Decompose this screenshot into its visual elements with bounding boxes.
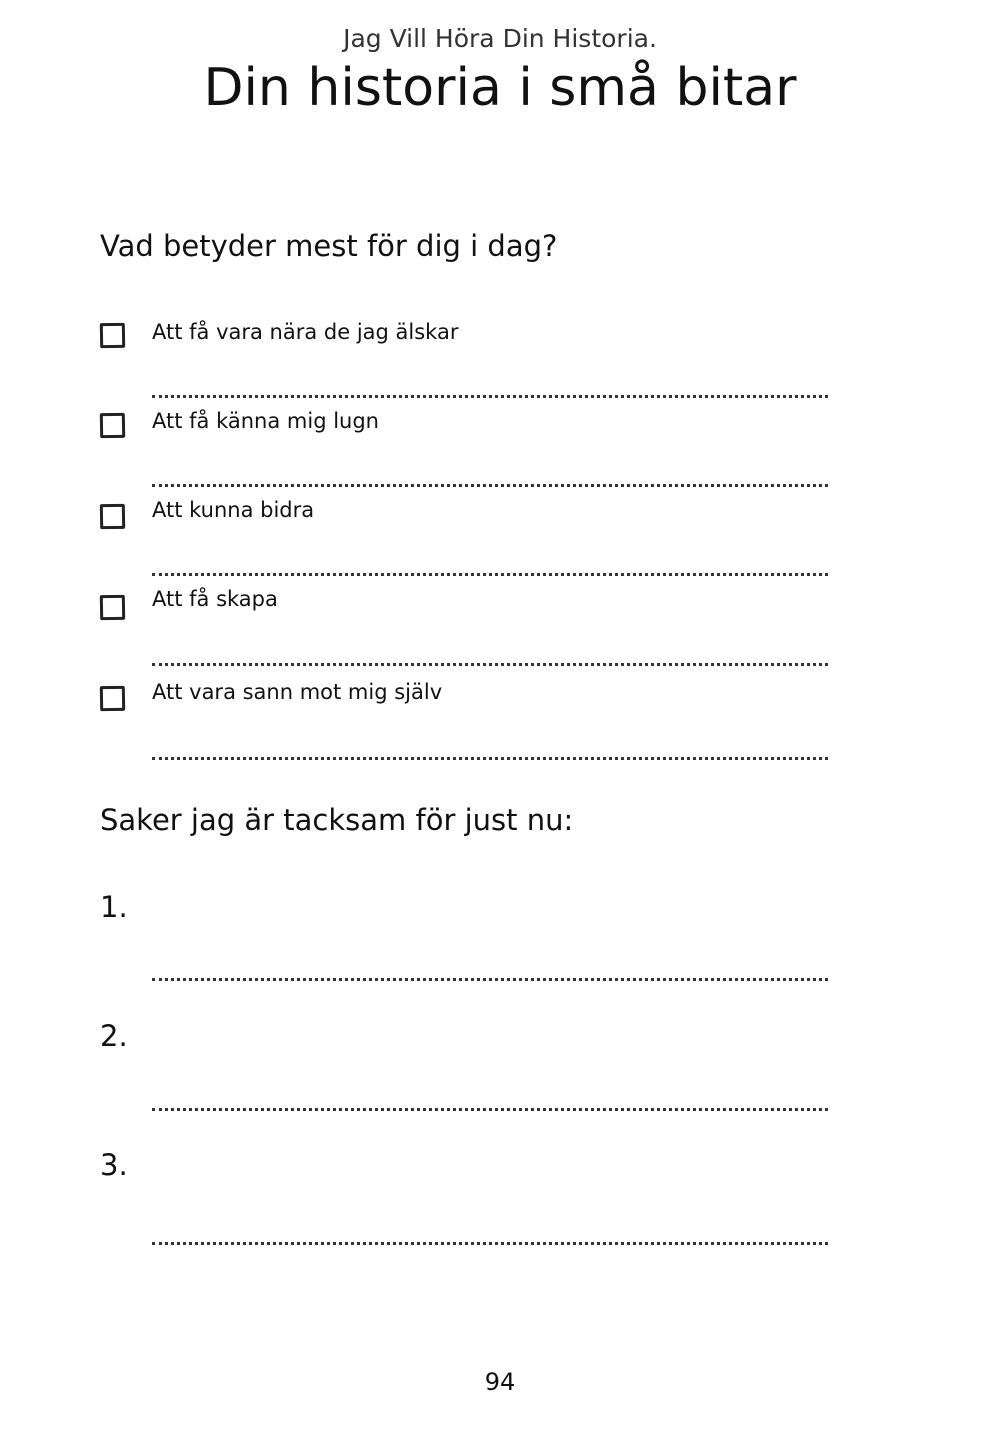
gratitude-number-1: 1.	[100, 890, 128, 924]
answer-line-option-1[interactable]	[152, 395, 828, 398]
checkbox-option-2[interactable]	[100, 413, 125, 438]
checkbox-option-4[interactable]	[100, 595, 125, 620]
answer-line-option-2[interactable]	[152, 484, 828, 487]
gratitude-line-3[interactable]	[152, 1242, 828, 1245]
checkbox-option-3[interactable]	[100, 504, 125, 529]
option-label-1: Att få vara nära de jag älskar	[152, 320, 459, 344]
page-title: Din historia i små bitar	[203, 58, 797, 118]
option-label-3: Att kunna bidra	[152, 498, 315, 522]
checkbox-option-5[interactable]	[100, 686, 125, 711]
gratitude-number-2: 2.	[100, 1019, 128, 1053]
gratitude-heading: Saker jag är tacksam för just nu:	[100, 803, 574, 837]
page-number: 94	[484, 1368, 516, 1396]
answer-line-option-4[interactable]	[152, 663, 828, 666]
gratitude-line-2[interactable]	[152, 1108, 828, 1111]
book-title: Jag Vill Höra Din Historia.	[343, 24, 657, 53]
answer-line-option-3[interactable]	[152, 573, 828, 576]
answer-line-option-5[interactable]	[152, 757, 828, 760]
gratitude-line-1[interactable]	[152, 978, 828, 981]
question-heading: Vad betyder mest för dig i dag?	[100, 229, 558, 263]
gratitude-number-3: 3.	[100, 1148, 128, 1182]
checkbox-option-1[interactable]	[100, 323, 125, 348]
option-label-5: Att vara sann mot mig själv	[152, 680, 443, 704]
option-label-2: Att få känna mig lugn	[152, 409, 379, 433]
option-label-4: Att få skapa	[152, 587, 278, 611]
